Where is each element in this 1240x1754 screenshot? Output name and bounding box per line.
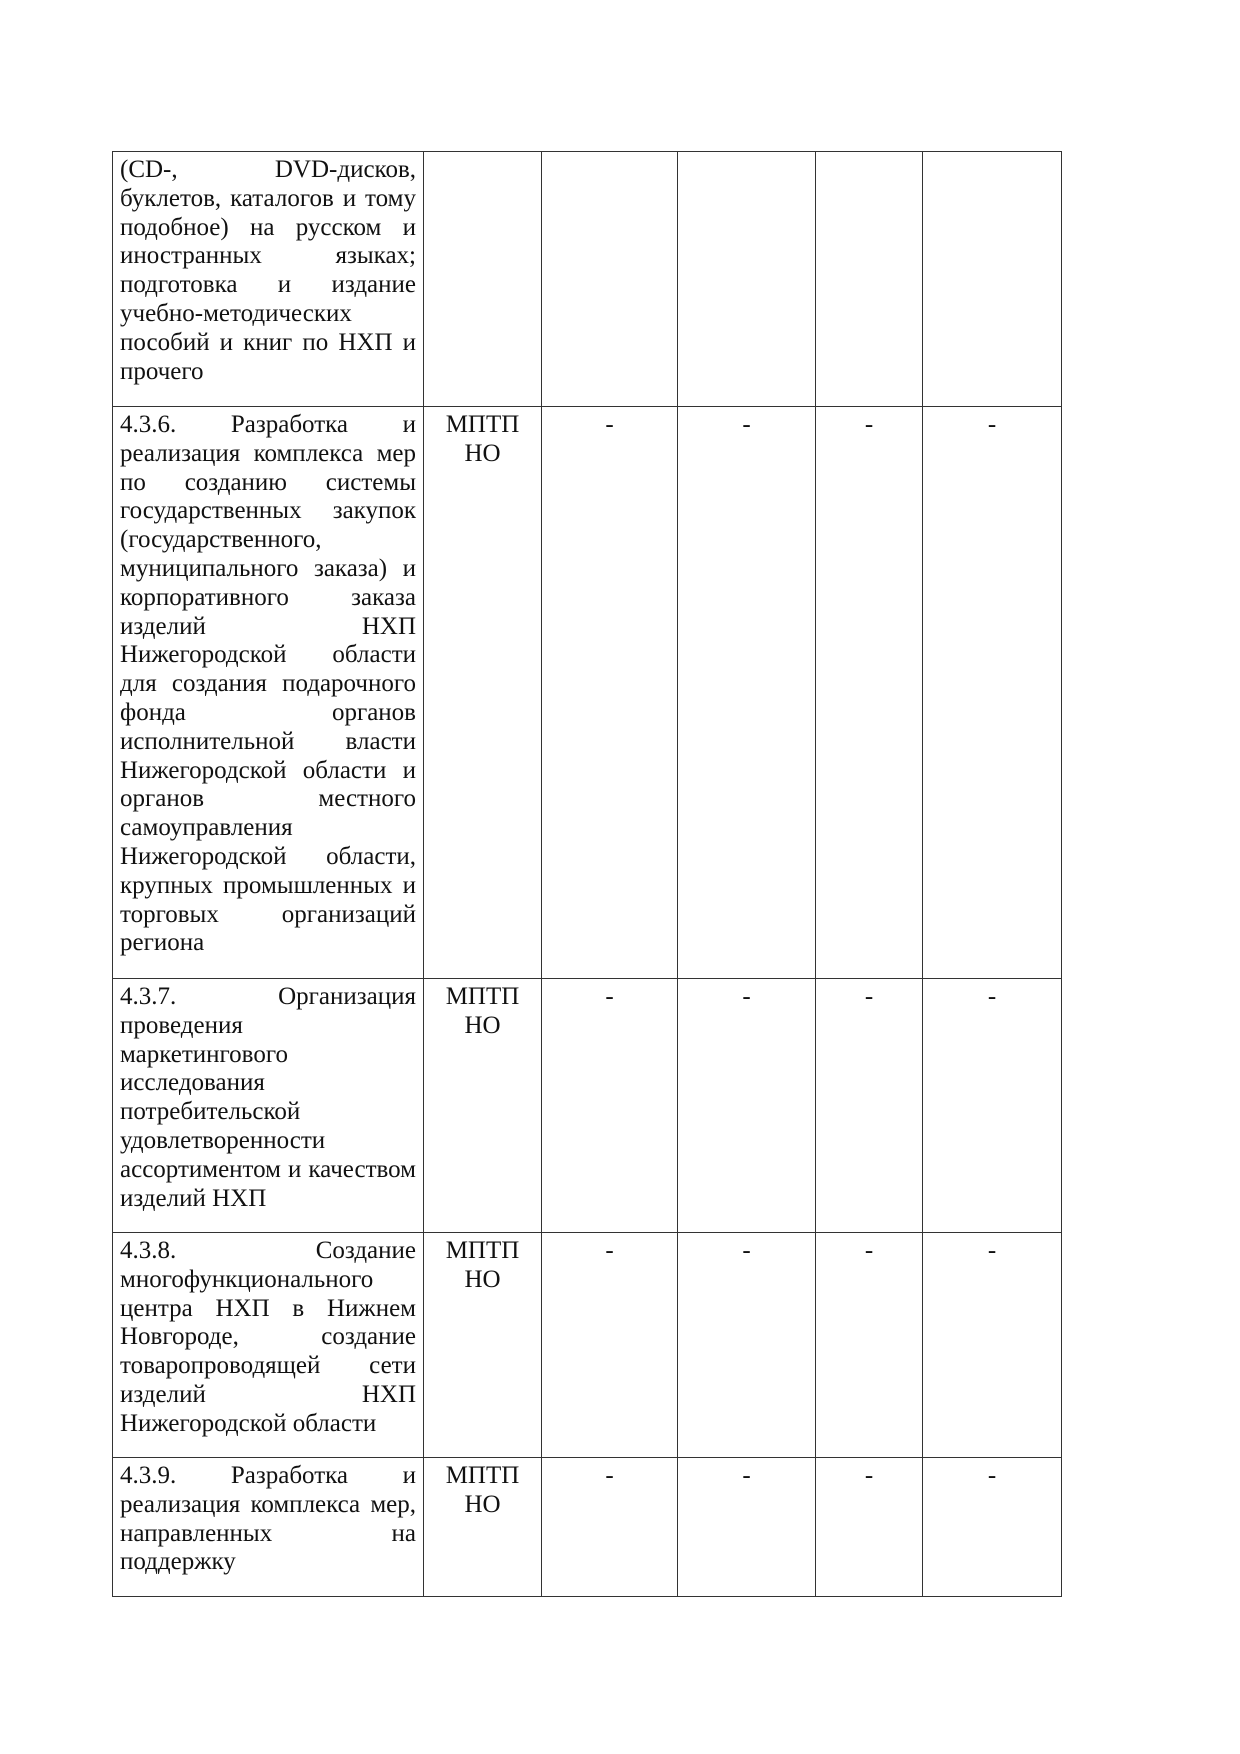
value-cell: - bbox=[678, 1458, 816, 1597]
value-cell: - bbox=[816, 979, 923, 1233]
value-cell: - bbox=[923, 407, 1062, 979]
value-cell bbox=[923, 152, 1062, 407]
value-cell bbox=[542, 152, 678, 407]
responsible-org: МПТП НО bbox=[424, 1233, 542, 1458]
value-cell: - bbox=[678, 407, 816, 979]
responsible-org: МПТП НО bbox=[424, 979, 542, 1233]
value-cell: - bbox=[923, 979, 1062, 1233]
program-measures-table bbox=[112, 151, 1062, 1597]
responsible-org: МПТП НО bbox=[424, 1458, 542, 1597]
value-cell: - bbox=[678, 1233, 816, 1458]
measure-description: 4.3.7. Организация проведения маркетингового исследования потребительской удовлетворенности ассортиментом и качеством изделий НХП bbox=[113, 979, 424, 1233]
value-cell: - bbox=[816, 1233, 923, 1458]
responsible-org: МПТП НО bbox=[424, 407, 542, 979]
table-row bbox=[113, 1458, 1062, 1597]
value-cell: - bbox=[542, 1458, 678, 1597]
value-cell bbox=[678, 152, 816, 407]
table-row bbox=[113, 979, 1062, 1233]
value-cell: - bbox=[923, 1233, 1062, 1458]
measure-description: 4.3.8. Создание многофункционального центра НХП в Нижнем Новгороде, создание товаропроводящей сети изделий НХП Нижегородской области bbox=[113, 1233, 424, 1458]
table-row bbox=[113, 152, 1062, 407]
value-cell: - bbox=[678, 979, 816, 1233]
value-cell: - bbox=[542, 1233, 678, 1458]
table-row bbox=[113, 407, 1062, 979]
value-cell: - bbox=[542, 407, 678, 979]
measure-description: 4.3.6. Разработка и реализация комплекса мер по созданию системы государственных закупок (государственного, муниципального заказа) и корпоративного заказа изделий НХП Нижегородской области для создания подарочного фонда органов исполнительной власти Нижегородской области и органов местного самоуправления Нижегородской области, крупных промышленных и торговых организаций региона bbox=[113, 407, 424, 979]
measure-description: 4.3.9. Разработка и реализация комплекса мер, направленных на поддержку bbox=[113, 1458, 424, 1597]
table-row bbox=[113, 1233, 1062, 1458]
value-cell bbox=[816, 152, 923, 407]
responsible-org bbox=[424, 152, 542, 407]
measure-description: (CD-, DVD-дисков, буклетов, каталогов и тому подобное) на русском и иностранных языках; подготовка и издание учебно-методических пособий и книг по НХП и прочего bbox=[113, 152, 424, 407]
value-cell: - bbox=[923, 1458, 1062, 1597]
value-cell: - bbox=[816, 407, 923, 979]
value-cell: - bbox=[542, 979, 678, 1233]
value-cell: - bbox=[816, 1458, 923, 1597]
